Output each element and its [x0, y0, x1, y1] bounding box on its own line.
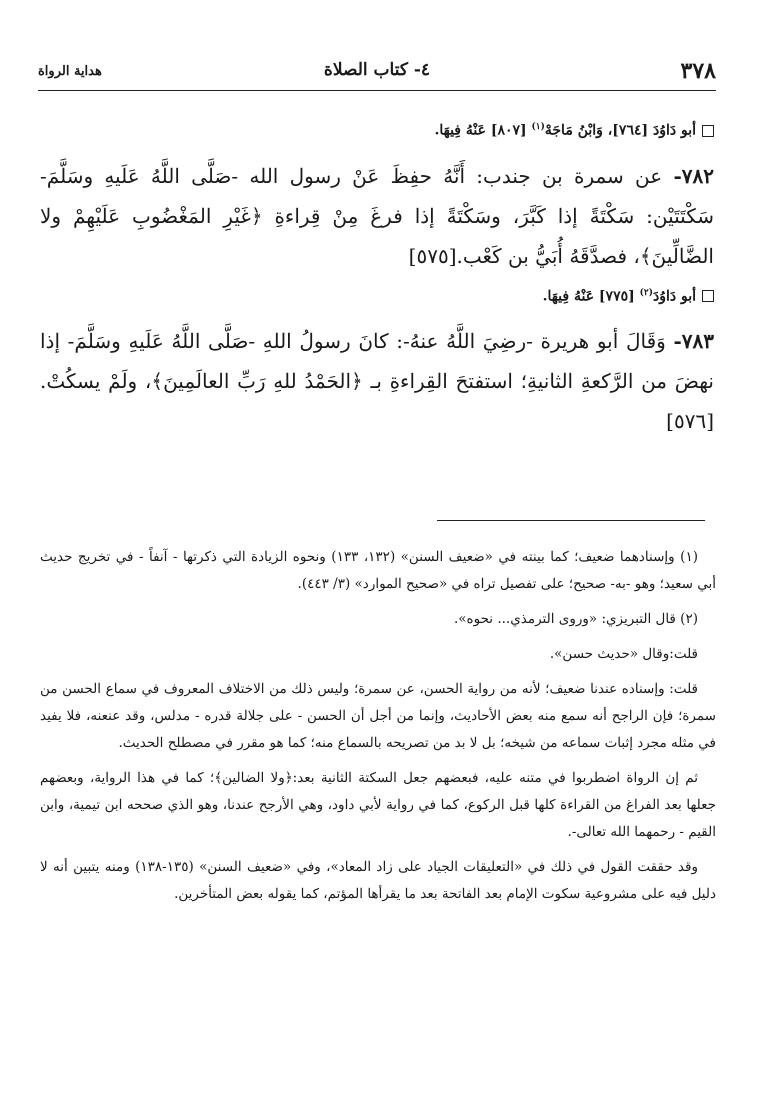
- source-text: أبو دَاوُدَ: [652, 288, 696, 305]
- footnote: قلت: وإسناده عندنا ضعيف؛ لأنه من رواية الحسن، عن سمرة؛ وليس ذلك من الاختلاف المعروف في سماع الحسن من سمرة؛ فإن الراجح أنه سمع منه بعض الأحاديث، وإنما من أجل أن الحسن - على جلالة قدره - مدلس، وقد عنعنه، فلا يفيد في مثله مجرد إثبات سماعه من شيخه؛ بل لا بد من تصريحه بالسماع منه؛ كما هو مقرر في مصطلح الحديث.: [40, 681, 716, 751]
- hadith-number: ٧٨٣-: [673, 329, 715, 354]
- source-text: أبو دَاوُدَ [٧٦٤]، وَابْنُ مَاجَهْ: [544, 122, 696, 139]
- square-bullet-icon: [702, 125, 714, 137]
- footnote-ref: (١): [531, 122, 545, 132]
- page-header: [38, 56, 716, 91]
- footnote: وقد حققت القول في ذلك في «التعليقات الجياد على زاد المعاد»، وفي «ضعيف السنن» (١٣٥-١٣٨) ومنه يتبين أنه لا دليل فيه على مشروعية سكوت الإمام بعد الفاتحة بعد ما يقرأها المؤتم، كما يقوله بعض المتأخرين.: [40, 859, 716, 902]
- footnote: (١) وإسنادهما ضعيف؛ كما بينته في «ضعيف السنن» (١٣٢، ١٣٣) ونحوه الزيادة التي ذكرتها - آنفاً - في تخريج حديث أبي سعيد؛ وهو -به- صحيح؛ على تفصيل تراه في «صحيح الموارد» (٣/ ٤٤٣).: [40, 549, 716, 592]
- square-bullet-icon: [702, 290, 714, 302]
- footnote: ثم إن الرواة اضطربوا في متنه عليه، فبعضهم جعل السكتة الثانية بعد:﴿ولا الضالين﴾؛ كما في هذا الرواية، وبعضهم جعلها بعد الفراغ من القراءة كلها قبل الركوع، كما في رواية لأبي داود، وهي الأرجح عندنا، وهو الذي صححه ابن تيمية، وابن القيم - رحمهما الله تعالى-.: [40, 770, 716, 840]
- footnotes: [40, 544, 716, 916]
- source-text-end: [٨٠٧] عَنْهُ فِيهَا.: [434, 122, 527, 139]
- book-title: هداية الرواة: [38, 64, 102, 79]
- chapter-title: ٤- كتاب الصلاة: [323, 60, 431, 80]
- hadith-783: [40, 321, 714, 441]
- source-line-2: [40, 278, 714, 312]
- page-number: ٣٧٨: [680, 58, 716, 84]
- hadith-text: وَقَالَ أبو هريرة -رضِيَ اللَّهُ عنهُ-: كانَ رسولُ اللهِ -صَلَّى اللَّهُ عَلَيهِ وسَلَّمَ- إذا نهضَ من الرَّكعةِ الثانيةِ؛ استفتحَ القِراءةِ بـ ﴿الحَمْدُ للهِ رَبِّ العالَمِينَ﴾، ولَمْ يسكُتْ.[٥٧٦]: [40, 329, 714, 434]
- hadith-782: [40, 156, 714, 276]
- main-text: [40, 112, 714, 441]
- hadith-text: عن سمرة بن جندب: أَنَّهُ حفِظَ عَنْ رسول الله -صَلَّى اللَّهُ عَلَيهِ وسَلَّمَ- سَكْتَتَيْن: سَكْتَةً إذا كَبَّرَ، وسَكْتَةً إذا فرغَ مِنْ قِراءةِ ﴿غَيْرِ المَغْضُوبِ عَلَيْهِمْ ولا الضَّالِّينَ﴾، فصدَّقَهُ أُبَيُّ بن كَعْب.[٥٧٥]: [40, 163, 714, 268]
- footnote: قلت:وقال «حديث حسن».: [549, 646, 698, 662]
- footnote-divider: [437, 520, 705, 521]
- hadith-number: ٧٨٢-: [673, 163, 714, 188]
- source-text-end: [٧٧٥] عَنْهُ فِيهَا.: [542, 288, 635, 305]
- footnote: (٢) قال التبريزي: «وروى الترمذي... نحوه».: [453, 611, 698, 627]
- footnote-ref: (٢): [639, 287, 653, 298]
- source-line-1: [40, 112, 714, 146]
